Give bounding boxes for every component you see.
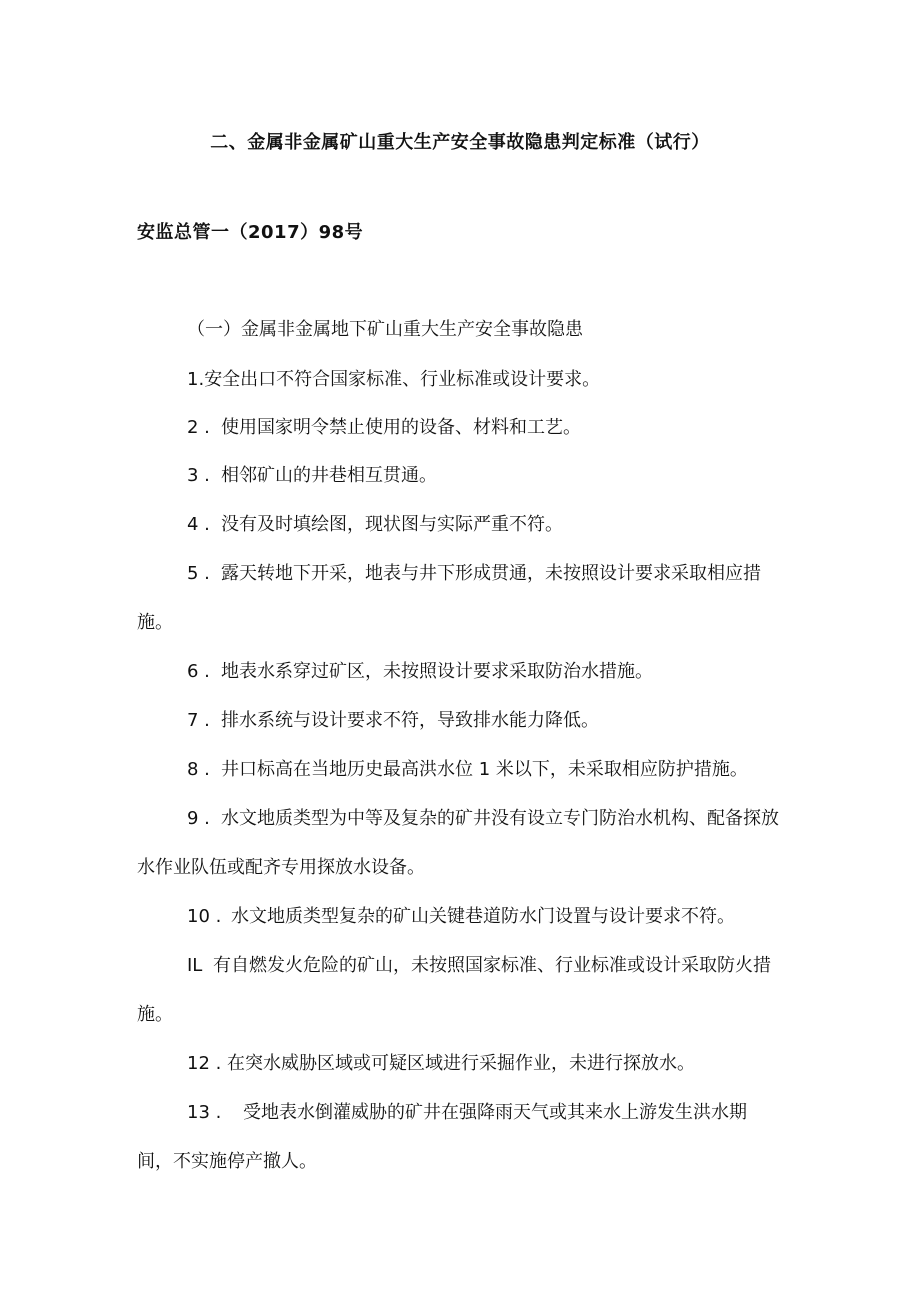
list-item — [187, 706, 599, 732]
item-continuation: 施。 — [137, 1004, 173, 1025]
list-item — [187, 1049, 695, 1075]
document-number: 安监总管一（2017）98号 — [137, 222, 364, 243]
item-text: 地表水系穿过矿区，未按照设计要求采取防治水措施。 — [221, 661, 653, 682]
item-text: 没有及时填绘图，现状图与实际严重不符。 — [221, 514, 563, 535]
list-item — [187, 559, 761, 585]
list-item — [187, 510, 563, 536]
list-item — [187, 902, 735, 928]
list-item — [187, 951, 771, 977]
list-item — [187, 657, 653, 683]
item-text: 水文地质类型复杂的矿山关键巷道防水门设置与设计要求不符。 — [231, 906, 735, 927]
item-number: 13 . — [187, 1102, 222, 1123]
list-item — [187, 413, 581, 439]
item-number: 2 . — [187, 417, 210, 438]
item-continuation: 水作业队伍或配齐专用探放水设备。 — [137, 857, 425, 878]
item-text: 井口标高在当地历史最高洪水位 1 米以下，未采取相应防护措施。 — [221, 759, 748, 780]
item-text: 在突水威胁区域或可疑区域进行采掘作业，未进行探放水。 — [227, 1053, 695, 1074]
item-text: 露天转地下开采，地表与井下形成贯通，未按照设计要求采取相应措 — [221, 563, 761, 584]
item-number: 9 . — [187, 808, 210, 829]
item-number: 6 . — [187, 661, 210, 682]
item-continuation: 间，不实施停产撤人。 — [137, 1151, 317, 1172]
item-text: 使用国家明令禁止使用的设备、材料和工艺。 — [221, 417, 581, 438]
item-text: 安全出口不符合国家标准、行业标准或设计要求。 — [204, 369, 601, 390]
item-text: 受地表水倒灌威胁的矿井在强降雨天气或其来水上游发生洪水期 — [243, 1102, 747, 1123]
list-item — [187, 461, 437, 487]
item-number: 3 . — [187, 465, 210, 486]
item-number: 5 . — [187, 563, 210, 584]
list-item — [187, 755, 748, 781]
item-number: IL — [187, 955, 203, 976]
item-text: 相邻矿山的井巷相互贯通。 — [221, 465, 437, 486]
item-text: 排水系统与设计要求不符，导致排水能力降低。 — [221, 710, 599, 731]
section-heading: （一）金属非金属地下矿山重大生产安全事故隐患 — [187, 319, 583, 340]
item-text: 水文地质类型为中等及复杂的矿井没有设立专门防治水机构、配备探放 — [221, 808, 779, 829]
item-continuation: 施。 — [137, 612, 173, 633]
document-title: 二、金属非金属矿山重大生产安全事故隐患判定标准（试行） — [210, 132, 710, 153]
item-number: 8 . — [187, 759, 210, 780]
list-item — [187, 804, 779, 830]
item-number: 10 . — [187, 906, 222, 927]
item-number: 4 . — [187, 514, 210, 535]
item-number: 7 . — [187, 710, 210, 731]
list-item — [187, 1098, 747, 1124]
list-item — [187, 365, 600, 391]
item-text: 有自燃发火危险的矿山，未按照国家标准、行业标准或设计采取防火措 — [213, 955, 771, 976]
item-number: 1. — [187, 369, 205, 390]
item-number: 12 . — [187, 1053, 222, 1074]
